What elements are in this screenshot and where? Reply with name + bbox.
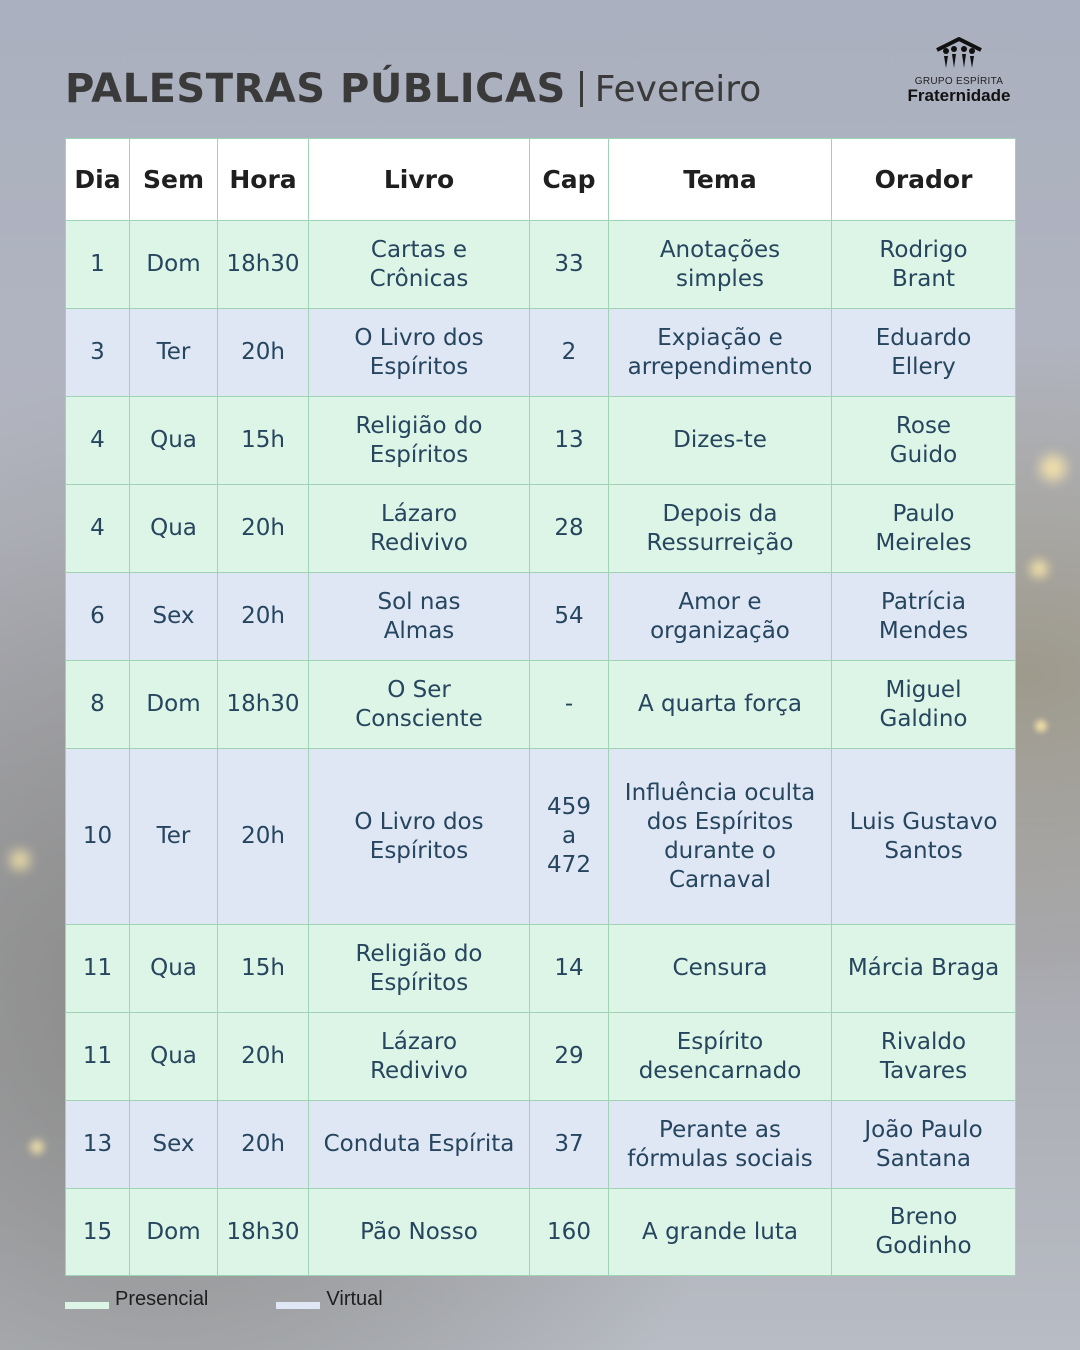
cell-hora: 15h: [218, 397, 309, 485]
cell-hora: 20h: [218, 573, 309, 661]
cell-hora: 20h: [218, 485, 309, 573]
header-sem: Sem: [130, 139, 218, 221]
background-sparkle: [1035, 720, 1047, 732]
cell-dia: 11: [66, 925, 130, 1013]
cell-tema: Influência oculta dos Espíritos durante o Carnaval: [609, 749, 832, 925]
cell-dia: 4: [66, 485, 130, 573]
cell-sem: Qua: [130, 485, 218, 573]
table-row: [66, 749, 1016, 925]
cell-dia: 11: [66, 1013, 130, 1101]
logo-line1: GRUPO ESPÍRITA: [914, 76, 1004, 87]
cell-tema: Amor e organização: [609, 573, 832, 661]
people-under-roof-icon: [933, 36, 985, 70]
cell-sem: Dom: [130, 221, 218, 309]
header-hora: Hora: [218, 139, 309, 221]
cell-tema: A quarta força: [609, 661, 832, 749]
cell-cap: 14: [530, 925, 609, 1013]
cell-tema: Dizes-te: [609, 397, 832, 485]
cell-dia: 4: [66, 397, 130, 485]
cell-cap: 33: [530, 221, 609, 309]
cell-sem: Ter: [130, 749, 218, 925]
cell-cap: 37: [530, 1101, 609, 1189]
cell-hora: 18h30: [218, 1189, 309, 1276]
cell-orador: Miguel Galdino: [832, 661, 1016, 749]
background-sparkle: [1040, 455, 1066, 481]
cell-livro: O Livro dos Espíritos: [309, 749, 530, 925]
cell-livro: Religião do Espíritos: [309, 397, 530, 485]
title-separator: [580, 71, 583, 107]
cell-hora: 20h: [218, 1101, 309, 1189]
table-row: [66, 573, 1016, 661]
cell-livro: Sol nas Almas: [309, 573, 530, 661]
table-row: [66, 1189, 1016, 1276]
cell-livro: Religião do Espíritos: [309, 925, 530, 1013]
cell-tema: Expiação e arrependimento: [609, 309, 832, 397]
cell-orador: Rivaldo Tavares: [832, 1013, 1016, 1101]
cell-sem: Dom: [130, 1189, 218, 1276]
cell-orador: João Paulo Santana: [832, 1101, 1016, 1189]
legend-label-virtual: Virtual: [326, 1288, 383, 1310]
header-orador: Orador: [832, 139, 1016, 221]
table-row: [66, 661, 1016, 749]
cell-livro: Conduta Espírita: [309, 1101, 530, 1189]
cell-orador: Rose Guido: [832, 397, 1016, 485]
cell-hora: 20h: [218, 1013, 309, 1101]
cell-sem: Qua: [130, 925, 218, 1013]
background-sparkle: [10, 850, 30, 870]
legend-swatch-virtual: [276, 1302, 320, 1309]
cell-hora: 15h: [218, 925, 309, 1013]
cell-sem: Qua: [130, 397, 218, 485]
page-month: Fevereiro: [594, 68, 762, 110]
table-row: [66, 1013, 1016, 1101]
cell-dia: 3: [66, 309, 130, 397]
table-row: [66, 221, 1016, 309]
page-title: PALESTRAS PÚBLICAS: [65, 66, 566, 112]
header-cap: Cap: [530, 139, 609, 221]
cell-hora: 18h30: [218, 661, 309, 749]
cell-orador: Márcia Braga: [832, 925, 1016, 1013]
cell-orador: Breno Godinho: [832, 1189, 1016, 1276]
legend-virtual: [276, 1288, 382, 1311]
cell-cap: 54: [530, 573, 609, 661]
background-sparkle: [30, 1140, 44, 1154]
cell-tema: Depois da Ressurreição: [609, 485, 832, 573]
cell-tema: Censura: [609, 925, 832, 1013]
cell-sem: Sex: [130, 1101, 218, 1189]
cell-orador: Luis Gustavo Santos: [832, 749, 1016, 925]
table-header-row: [66, 139, 1016, 221]
cell-cap: 459 a 472: [530, 749, 609, 925]
cell-hora: 20h: [218, 309, 309, 397]
cell-hora: 20h: [218, 749, 309, 925]
cell-orador: Patrícia Mendes: [832, 573, 1016, 661]
cell-tema: A grande luta: [609, 1189, 832, 1276]
header-dia: Dia: [66, 139, 130, 221]
cell-dia: 13: [66, 1101, 130, 1189]
cell-cap: 28: [530, 485, 609, 573]
cell-dia: 8: [66, 661, 130, 749]
cell-livro: O Livro dos Espíritos: [309, 309, 530, 397]
cell-cap: -: [530, 661, 609, 749]
legend-swatch-presencial: [65, 1302, 109, 1309]
cell-cap: 2: [530, 309, 609, 397]
cell-livro: Pão Nosso: [309, 1189, 530, 1276]
background-sparkle: [1030, 560, 1048, 578]
cell-sem: Ter: [130, 309, 218, 397]
legend-label-presencial: Presencial: [115, 1288, 209, 1310]
cell-tema: Espírito desencarnado: [609, 1013, 832, 1101]
cell-livro: Lázaro Redivivo: [309, 1013, 530, 1101]
table-row: [66, 925, 1016, 1013]
legend-presencial: [65, 1288, 208, 1311]
cell-dia: 1: [66, 221, 130, 309]
cell-orador: Eduardo Ellery: [832, 309, 1016, 397]
cell-livro: Cartas e Crônicas: [309, 221, 530, 309]
header-tema: Tema: [609, 139, 832, 221]
header-livro: Livro: [309, 139, 530, 221]
cell-cap: 160: [530, 1189, 609, 1276]
cell-tema: Anotações simples: [609, 221, 832, 309]
cell-sem: Sex: [130, 573, 218, 661]
cell-dia: 6: [66, 573, 130, 661]
logo-line2: Fraternidade: [907, 86, 1011, 105]
logo: [900, 36, 1018, 106]
table-row: [66, 397, 1016, 485]
cell-orador: Paulo Meireles: [832, 485, 1016, 573]
cell-cap: 29: [530, 1013, 609, 1101]
cell-cap: 13: [530, 397, 609, 485]
table-row: [66, 309, 1016, 397]
cell-orador: Rodrigo Brant: [832, 221, 1016, 309]
cell-hora: 18h30: [218, 221, 309, 309]
schedule-table: [65, 138, 1016, 1276]
page-header: [65, 62, 761, 116]
cell-livro: O Ser Consciente: [309, 661, 530, 749]
cell-sem: Dom: [130, 661, 218, 749]
cell-tema: Perante as fórmulas sociais: [609, 1101, 832, 1189]
table-row: [66, 1101, 1016, 1189]
cell-dia: 10: [66, 749, 130, 925]
cell-livro: Lázaro Redivivo: [309, 485, 530, 573]
cell-dia: 15: [66, 1189, 130, 1276]
table-row: [66, 485, 1016, 573]
legend: [65, 1288, 451, 1311]
cell-sem: Qua: [130, 1013, 218, 1101]
